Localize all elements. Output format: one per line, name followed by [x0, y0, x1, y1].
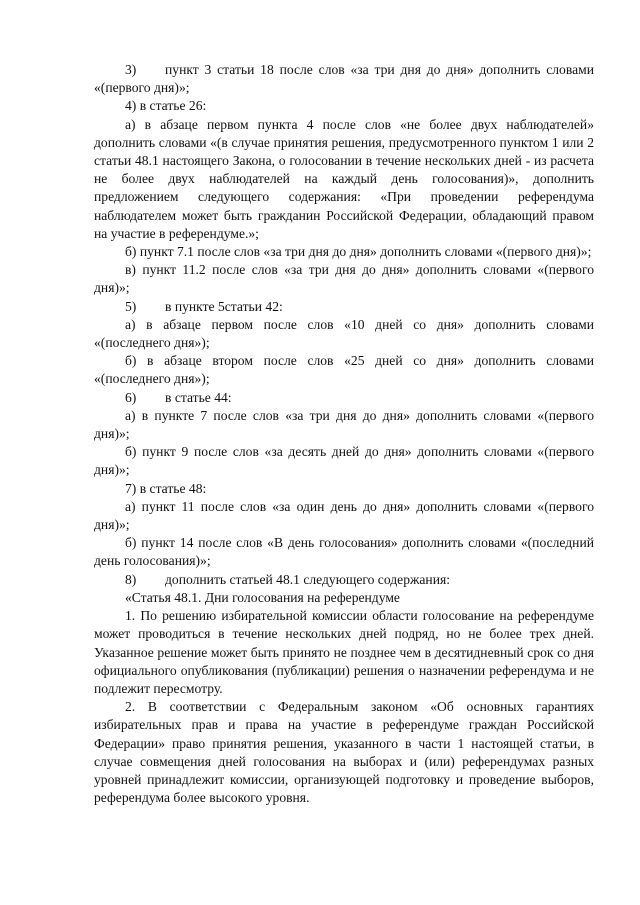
paragraph-text: а) в абзаце первом после слов «10 дней со дня» дополнить словами «(последнего дня»);: [94, 316, 594, 351]
amendment-6-a: [94, 407, 594, 443]
paragraph-text: дополнить статьей 48.1 следующего содержания:: [165, 571, 450, 587]
item-number: 6): [125, 389, 137, 405]
paragraph-text: 1. По решению избирательной комиссии области голосование на референдуме может проводиться в течение нескольких дней подряд, но не более трех дней. Указанное решение может быть принято не позднее чем в десятидневный срок со дня официального опубликования (публикации) решения о назначении референдума и не подлежит пересмотру.: [94, 608, 594, 696]
item-number: 3): [125, 62, 137, 77]
paragraph-text: а) пункт 11 после слов «за один день до дня» дополнить словами «(первого дня)»;: [94, 498, 594, 533]
paragraph-text: в) пункт 11.2 после слов «за три дня до дня» дополнить словами «(первого дня)»;: [94, 262, 594, 296]
amendment-7-b: [94, 534, 594, 570]
amendment-7-heading: [94, 480, 594, 498]
amendment-8-heading: [94, 571, 594, 589]
amendment-5-b: [94, 352, 594, 388]
amendment-4-v: [94, 261, 594, 297]
paragraph-text: в статье 44:: [165, 389, 232, 405]
paragraph-text: 4) в статье 26:: [125, 98, 207, 114]
item-number: 8): [125, 571, 137, 587]
item-number: 5): [125, 298, 137, 314]
document-body: [94, 61, 594, 807]
paragraph-text: б) пункт 7.1 после слов «за три дня до дня» дополнить словами «(первого дня)»;: [125, 244, 592, 260]
paragraph-text: 7) в статье 48:: [125, 480, 207, 496]
paragraph-text: б) в абзаце втором после слов «25 дней со дня» дополнить словами «(последнего дня»);: [94, 353, 594, 387]
paragraph-text: 2. В соответствии с Федеральным законом «Об основных гарантиях избирательных прав и права на участие в референдуме граждан Российской Федерации» право принятия решения, указанного в части 1 настоящей статьи, в случае совмещения дней голосования на выборах и (или) референдумах разных уровней принадлежит комиссии, организующей подготовку и проведение выборов, референдума более высокого уровня.: [94, 699, 594, 806]
amendment-4-a: [94, 116, 594, 243]
amendment-4-b: [94, 243, 594, 261]
paragraph-text: б) пункт 14 после слов «В день голосования» дополнить словами «(последний день голосования)»;: [94, 535, 594, 569]
amendment-5-a: [94, 316, 594, 352]
amendment-7-a: [94, 498, 594, 534]
article-part-1: [94, 607, 594, 698]
amendment-5-heading: [94, 298, 594, 316]
amendment-4-heading: [94, 97, 594, 115]
paragraph-text: пункт 3 статьи 18 после слов «за три дня до дня» дополнить словами «(первого дня)»;: [94, 62, 594, 96]
article-part-2: [94, 698, 594, 807]
amendment-6-heading: [94, 389, 594, 407]
amendment-6-b: [94, 443, 594, 479]
paragraph-text: б) пункт 9 после слов «за десять дней до дня» дополнить словами «(первого дня)»;: [94, 444, 594, 478]
paragraph-text: а) в пункте 7 после слов «за три дня до дня» дополнить словами «(первого дня)»;: [94, 407, 594, 442]
paragraph-text: в пункте 5статьи 42:: [165, 298, 283, 314]
paragraph-text: «Статья 48.1. Дни голосования на референдуме: [125, 589, 400, 605]
article-title: [94, 589, 594, 607]
amendment-3: [94, 61, 594, 97]
paragraph-text: а) в абзаце первом пункта 4 после слов «не более двух наблюдателей» дополнить словами «(в случае принятия решения, предусмотренного пунктом 1 или 2 статьи 48.1 настоящего Закона, о голосовании в течение нескольких дней - из расчета не более двух наблюдателей на каждый день голосования)», дополнить предложением следующего содержания: «При проведении референдума наблюдателем может быть гражданин Российской Федерации, обладающий правом на участие в референдуме.»;: [94, 116, 594, 241]
